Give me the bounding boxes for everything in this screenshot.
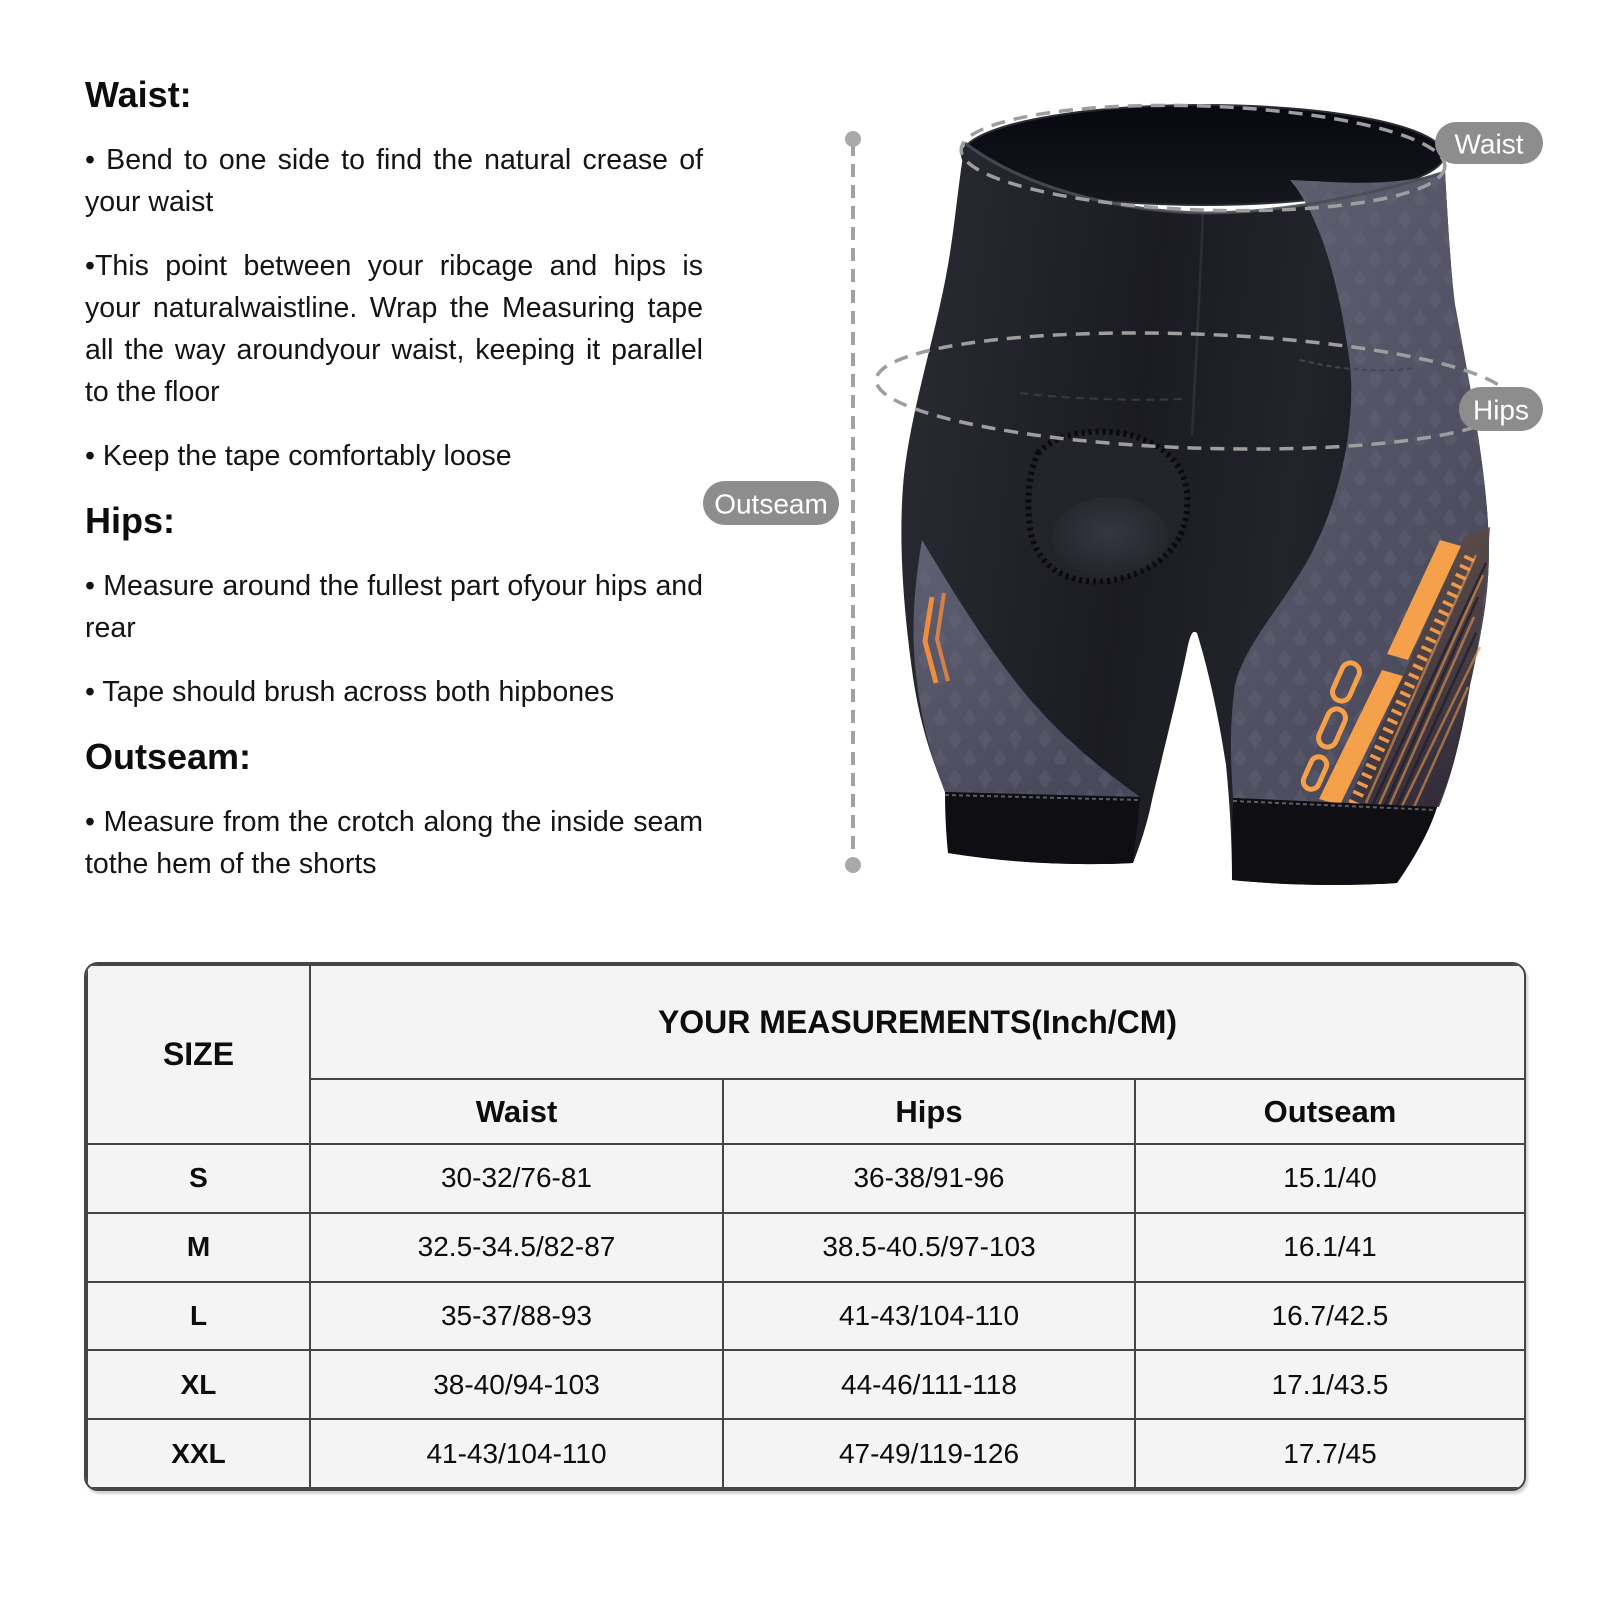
outseam-value: 15.1/40 (1135, 1144, 1525, 1213)
outseam-value: 17.1/43.5 (1135, 1350, 1525, 1419)
size-chart-table (86, 964, 1526, 1489)
waist-bullet: •This point between your ribcage and hips is your naturalwaistline. Wrap the Measuring tape all the way aroundyour waist, keeping it parallel to the floor (85, 250, 703, 408)
table-row-l (87, 1282, 1525, 1351)
outseam-label-pill (703, 481, 839, 525)
hips-column-header: Hips (723, 1079, 1135, 1144)
hips-value: 36-38/91-96 (723, 1144, 1135, 1213)
table-row-xxl (87, 1419, 1525, 1488)
size-value: M (87, 1213, 310, 1282)
hips-value: 44-46/111-118 (723, 1350, 1135, 1419)
outseam-measure-line (845, 131, 861, 873)
size-value: L (87, 1282, 310, 1351)
size-column-header: SIZE (87, 965, 310, 1144)
size-chart (84, 962, 1526, 1491)
size-value: S (87, 1144, 310, 1213)
hips-value: 38.5-40.5/97-103 (723, 1213, 1135, 1282)
outseam-line-bottom-dot (845, 857, 861, 873)
outseam-label-text: Outseam (714, 488, 828, 520)
hips-bullet: • Measure around the fullest part ofyour hips and rear (85, 570, 703, 644)
hips-bullet: • Tape should brush across both hipbones (85, 676, 615, 708)
waist-value: 38-40/94-103 (310, 1350, 723, 1419)
hips-section-heading: Hips: (85, 500, 175, 541)
table-row-xl (87, 1350, 1525, 1419)
outseam-section-heading: Outseam: (85, 736, 252, 777)
outseam-value: 16.1/41 (1135, 1213, 1525, 1282)
hips-label-text: Hips (1472, 394, 1530, 426)
shorts-illustration (640, 85, 1560, 965)
outseam-value: 17.7/45 (1135, 1419, 1525, 1488)
waist-value: 32.5-34.5/82-87 (310, 1213, 723, 1282)
waist-bullet: • Keep the tape comfortably loose (85, 440, 512, 472)
waist-label-text: Waist (1454, 128, 1524, 160)
waist-value: 41-43/104-110 (310, 1419, 723, 1488)
waist-bullet: • Bend to one side to find the natural crease of your waist (85, 144, 703, 218)
outseam-column-header: Outseam (1135, 1079, 1525, 1144)
table-row-s (87, 1144, 1525, 1213)
outseam-line-top-dot (845, 131, 861, 147)
hips-label-pill (1459, 387, 1543, 431)
measurements-header: YOUR MEASUREMENTS(Inch/CM) (310, 965, 1525, 1079)
shorts-graphic (901, 105, 1490, 885)
waist-column-header: Waist (310, 1079, 723, 1144)
hips-value: 41-43/104-110 (723, 1282, 1135, 1351)
waist-section-heading: Waist: (85, 74, 192, 115)
hips-value: 47-49/119-126 (723, 1419, 1135, 1488)
waist-label-pill (1435, 122, 1543, 164)
size-value: XXL (87, 1419, 310, 1488)
table-row-m (87, 1213, 1525, 1282)
waist-value: 30-32/76-81 (310, 1144, 723, 1213)
outseam-value: 16.7/42.5 (1135, 1282, 1525, 1351)
measurement-guide (85, 73, 703, 907)
size-value: XL (87, 1350, 310, 1419)
outseam-bullet: • Measure from the crotch along the inside seam tothe hem of the shorts (85, 806, 703, 880)
waist-value: 35-37/88-93 (310, 1282, 723, 1351)
